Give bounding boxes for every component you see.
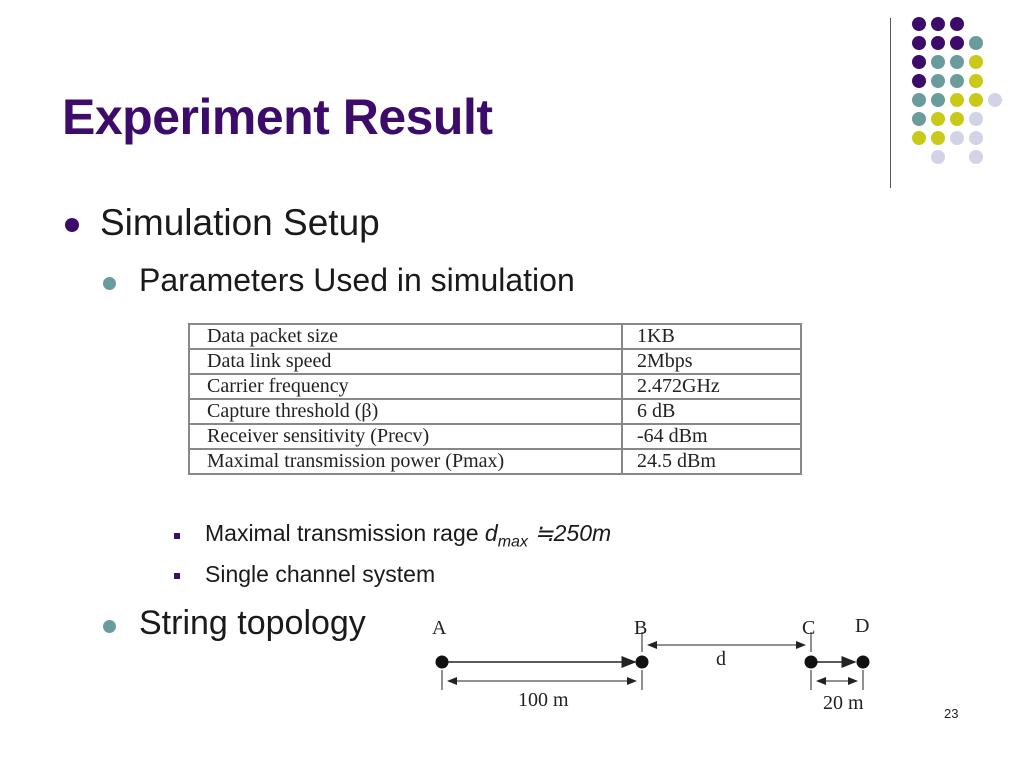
node-a xyxy=(436,656,449,669)
param-value-cell: 2.472GHz xyxy=(622,374,801,399)
node-label-c: C xyxy=(802,617,816,639)
param-value-cell: -64 dBm xyxy=(622,424,801,449)
param-name-cell: Maximal transmission power (Pmax) xyxy=(189,449,622,474)
node-label-a: A xyxy=(432,617,447,639)
param-name-cell: Data link speed xyxy=(189,349,622,374)
param-value-cell: 6 dB xyxy=(622,399,801,424)
param-name-cell: Capture threshold (β) xyxy=(189,399,622,424)
page-number: 23 xyxy=(944,706,959,721)
node-b xyxy=(636,656,649,669)
param-name-cell: Carrier frequency xyxy=(189,374,622,399)
param-name-cell: Receiver sensitivity (Precv) xyxy=(189,424,622,449)
node-label-b: B xyxy=(634,617,648,639)
distance-label-d: d xyxy=(716,648,726,670)
slide-title: Experiment Result xyxy=(62,89,493,145)
param-value-cell: 2Mbps xyxy=(622,349,801,374)
bullet-single-channel: Single channel system xyxy=(205,561,436,587)
bullet-string-topology: String topology xyxy=(139,604,366,642)
distance-label-100m: 100 m xyxy=(518,689,569,711)
bullet-parameters: Parameters Used in simulation xyxy=(139,262,575,298)
bullet-simulation-setup: Simulation Setup xyxy=(100,202,380,243)
param-value-cell: 24.5 dBm xyxy=(622,449,801,474)
param-value-cell: 1KB xyxy=(622,324,801,349)
node-d xyxy=(857,656,870,669)
bullet-max-range: Maximal transmission rage $d_{max}$ ≒250m xyxy=(205,520,612,551)
node-label-d: D xyxy=(855,615,870,637)
node-c xyxy=(805,656,818,669)
param-name-cell: Data packet size xyxy=(189,324,622,349)
distance-label-20m: 20 m xyxy=(823,692,864,714)
